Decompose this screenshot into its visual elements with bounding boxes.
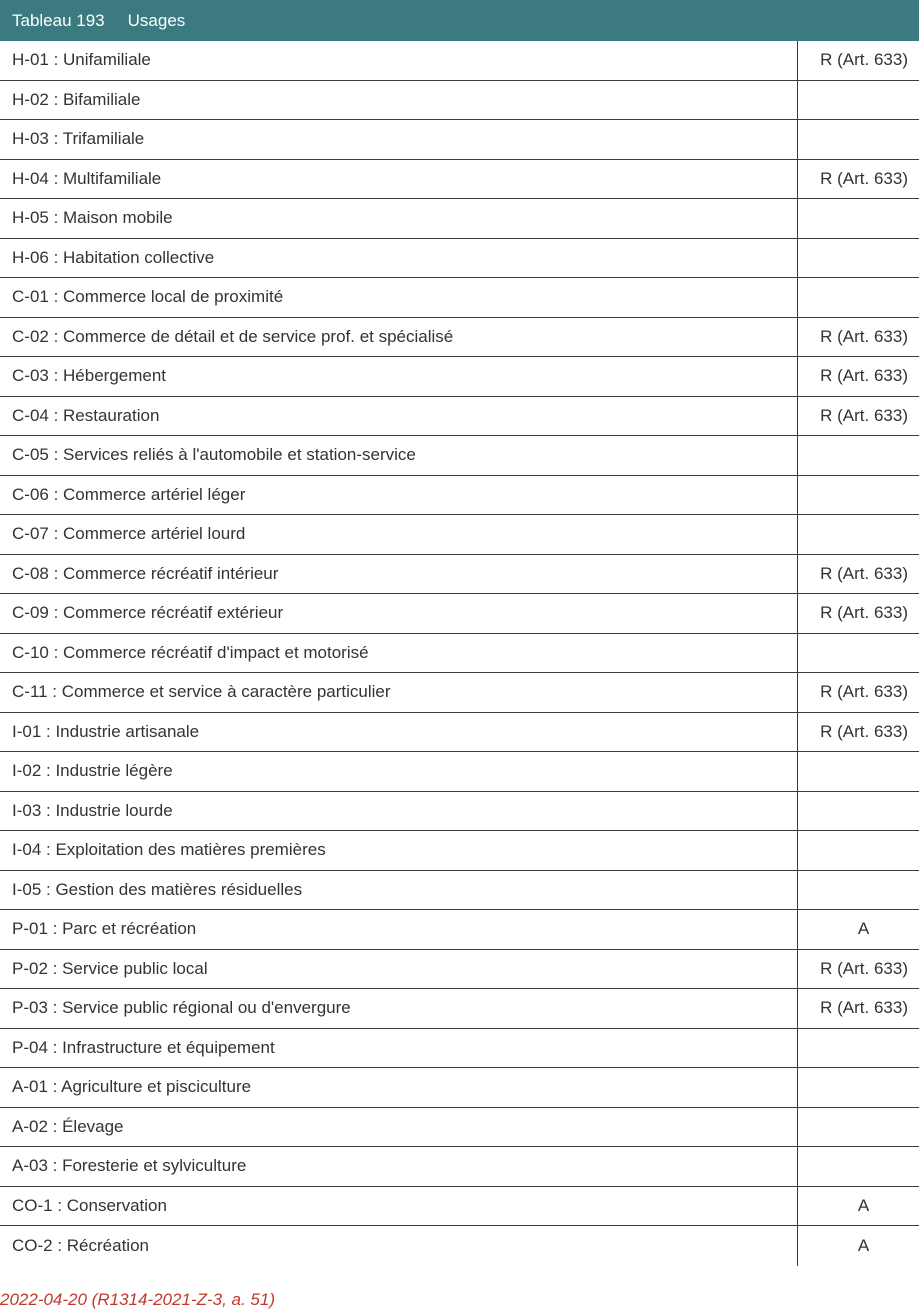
usage-value — [797, 476, 919, 515]
usage-label: P-01 : Parc et récréation — [12, 919, 197, 939]
usage-label: I-03 : Industrie lourde — [12, 800, 173, 820]
usage-value: R (Art. 633) — [797, 673, 919, 712]
usage-label: I-01 : Industrie artisanale — [12, 721, 200, 741]
usage-label: C-09 : Commerce récréatif extérieur — [12, 603, 284, 623]
table-row — [0, 476, 919, 516]
table-row — [0, 160, 919, 200]
table-row — [0, 1147, 919, 1187]
usage-value: R (Art. 633) — [797, 41, 919, 80]
usage-label: P-04 : Infrastructure et équipement — [12, 1037, 275, 1057]
usage-value — [797, 199, 919, 238]
usage-label: C-02 : Commerce de détail et de service prof. et spécialisé — [12, 326, 454, 346]
table-row — [0, 555, 919, 595]
table-row — [0, 1108, 919, 1148]
usage-value: R (Art. 633) — [797, 160, 919, 199]
usage-label: P-03 : Service public régional ou d'envergure — [12, 998, 351, 1018]
usage-value — [797, 871, 919, 910]
usage-label: H-04 : Multifamiliale — [12, 168, 162, 188]
usage-label: A-03 : Foresterie et sylviculture — [12, 1156, 247, 1176]
table-row — [0, 910, 919, 950]
table-row — [0, 950, 919, 990]
usage-value: A — [797, 910, 919, 949]
table-row — [0, 239, 919, 279]
table-row — [0, 989, 919, 1029]
usage-label: H-06 : Habitation collective — [12, 247, 215, 267]
table-row — [0, 673, 919, 713]
usage-value — [797, 792, 919, 831]
usage-label: C-06 : Commerce artériel léger — [12, 484, 246, 504]
usage-value — [797, 1147, 919, 1186]
usage-value: R (Art. 633) — [797, 357, 919, 396]
usage-label: P-02 : Service public local — [12, 958, 208, 978]
usage-label: I-04 : Exploitation des matières premières — [12, 840, 326, 860]
usage-table — [0, 41, 919, 1266]
table-header — [0, 0, 919, 41]
usage-label: C-11 : Commerce et service à caractère particulier — [12, 682, 391, 702]
table-row — [0, 1187, 919, 1227]
usage-value — [797, 120, 919, 159]
usage-value: R (Art. 633) — [797, 318, 919, 357]
table-row — [0, 318, 919, 358]
usage-label: C-04 : Restauration — [12, 405, 160, 425]
usage-label: CO-2 : Récréation — [12, 1235, 149, 1255]
table-row — [0, 792, 919, 832]
usage-value — [797, 1068, 919, 1107]
usage-label: I-02 : Industrie légère — [12, 761, 173, 781]
table-title: Usages — [127, 10, 186, 30]
usage-value: A — [797, 1226, 919, 1266]
usage-label: C-08 : Commerce récréatif intérieur — [12, 563, 279, 583]
usage-value: R (Art. 633) — [797, 950, 919, 989]
table-row — [0, 1029, 919, 1069]
usage-value: A — [797, 1187, 919, 1226]
table-row — [0, 120, 919, 160]
usage-value — [797, 515, 919, 554]
table-row — [0, 436, 919, 476]
usage-label: C-07 : Commerce artériel lourd — [12, 524, 246, 544]
usage-label: H-02 : Bifamiliale — [12, 89, 141, 109]
table-row — [0, 199, 919, 239]
usage-value — [797, 436, 919, 475]
usage-value — [797, 81, 919, 120]
table-number: Tableau 193 — [12, 10, 105, 30]
usage-label: C-03 : Hébergement — [12, 366, 167, 386]
table-row — [0, 594, 919, 634]
usage-label: C-10 : Commerce récréatif d'impact et motorisé — [12, 642, 369, 662]
usage-label: A-01 : Agriculture et pisciculture — [12, 1077, 252, 1097]
usage-value — [797, 831, 919, 870]
usage-value: R (Art. 633) — [797, 713, 919, 752]
table-row — [0, 1226, 919, 1266]
table-row — [0, 357, 919, 397]
table-row — [0, 397, 919, 437]
usage-value: R (Art. 633) — [797, 555, 919, 594]
table-row — [0, 41, 919, 81]
usage-label: I-05 : Gestion des matières résiduelles — [12, 879, 303, 899]
usage-label: CO-1 : Conservation — [12, 1195, 167, 1215]
table-row — [0, 713, 919, 753]
amendment-footnote: 2022-04-20 (R1314-2021-Z-3, a. 51) — [0, 1290, 275, 1309]
usage-value — [797, 1108, 919, 1147]
usage-label: C-01 : Commerce local de proximité — [12, 287, 284, 307]
usage-label: C-05 : Services reliés à l'automobile et station-service — [12, 445, 416, 465]
table-row — [0, 871, 919, 911]
usage-value — [797, 752, 919, 791]
usage-value: R (Art. 633) — [797, 397, 919, 436]
usage-value: R (Art. 633) — [797, 989, 919, 1028]
table-row — [0, 81, 919, 121]
table-row — [0, 752, 919, 792]
table-row — [0, 634, 919, 674]
usage-label: H-01 : Unifamiliale — [12, 50, 151, 70]
usage-value — [797, 1029, 919, 1068]
usage-label: H-03 : Trifamiliale — [12, 129, 145, 149]
usage-label: H-05 : Maison mobile — [12, 208, 173, 228]
table-row — [0, 278, 919, 318]
table-row — [0, 831, 919, 871]
usage-label: A-02 : Élevage — [12, 1116, 124, 1136]
table-row — [0, 1068, 919, 1108]
usage-value — [797, 634, 919, 673]
table-row — [0, 515, 919, 555]
usage-value — [797, 239, 919, 278]
usage-value: R (Art. 633) — [797, 594, 919, 633]
usage-value — [797, 278, 919, 317]
